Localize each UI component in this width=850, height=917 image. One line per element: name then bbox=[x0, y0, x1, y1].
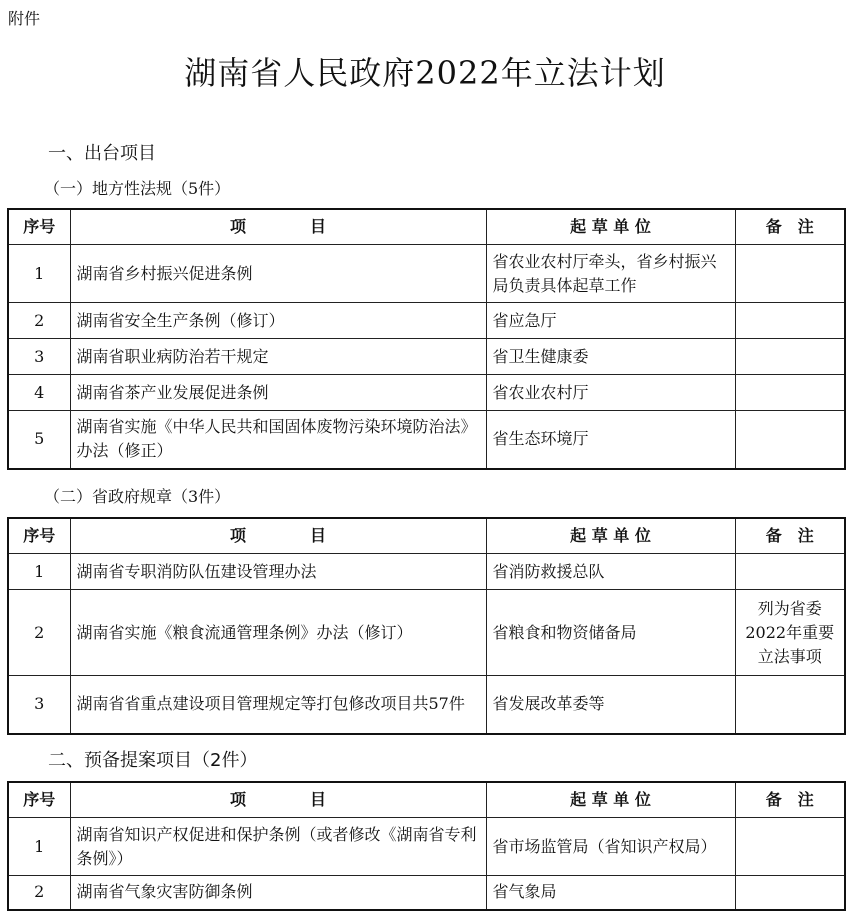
row-no: 3 bbox=[8, 339, 70, 375]
row-note bbox=[735, 818, 845, 876]
header-item: 项 目 bbox=[70, 209, 486, 245]
subsection-heading-1: （一）地方性法规（5件） bbox=[44, 179, 231, 198]
header-note: 备 注 bbox=[735, 518, 845, 554]
table-reserve-proposals bbox=[7, 781, 846, 911]
header-drafter: 起 草 单 位 bbox=[486, 209, 735, 245]
header-note: 备 注 bbox=[735, 782, 845, 818]
row-item: 湖南省气象灾害防御条例 bbox=[70, 876, 486, 910]
row-drafter: 省粮食和物资储备局 bbox=[486, 590, 735, 676]
table-row bbox=[8, 676, 845, 734]
table-government-rules bbox=[7, 517, 846, 735]
table-row bbox=[8, 554, 845, 590]
row-no: 3 bbox=[8, 676, 70, 734]
table-row bbox=[8, 411, 845, 469]
table-row bbox=[8, 876, 845, 910]
section-heading-1: 一、出台项目 bbox=[48, 143, 156, 164]
row-no: 4 bbox=[8, 375, 70, 411]
table-row bbox=[8, 245, 845, 303]
row-drafter: 省应急厅 bbox=[486, 303, 735, 339]
table-header-row bbox=[8, 518, 845, 554]
row-item: 湖南省职业病防治若干规定 bbox=[70, 339, 486, 375]
table-local-regulations bbox=[7, 208, 846, 470]
header-item: 项 目 bbox=[70, 782, 486, 818]
row-note: 列为省委2022年重要立法事项 bbox=[735, 590, 845, 676]
row-note bbox=[735, 676, 845, 734]
row-item: 湖南省省重点建设项目管理规定等打包修改项目共57件 bbox=[70, 676, 486, 734]
row-no: 1 bbox=[8, 245, 70, 303]
row-drafter: 省市场监管局（省知识产权局） bbox=[486, 818, 735, 876]
subsection-heading-2: （二）省政府规章（3件） bbox=[44, 487, 231, 506]
attachment-label: 附件 bbox=[8, 9, 41, 28]
row-item: 湖南省实施《中华人民共和国固体废物污染环境防治法》办法（修正） bbox=[70, 411, 486, 469]
row-drafter: 省农业农村厅 bbox=[486, 375, 735, 411]
row-no: 2 bbox=[8, 303, 70, 339]
table-row bbox=[8, 375, 845, 411]
row-note bbox=[735, 554, 845, 590]
section-heading-2: 二、预备提案项目（2件） bbox=[48, 750, 258, 771]
header-drafter: 起 草 单 位 bbox=[486, 518, 735, 554]
page-title: 湖南省人民政府2022年立法计划 bbox=[184, 54, 666, 92]
row-item: 湖南省乡村振兴促进条例 bbox=[70, 245, 486, 303]
row-item: 湖南省安全生产条例（修订） bbox=[70, 303, 486, 339]
row-no: 5 bbox=[8, 411, 70, 469]
row-note bbox=[735, 339, 845, 375]
header-no: 序号 bbox=[8, 782, 70, 818]
table-header-row bbox=[8, 209, 845, 245]
header-drafter: 起 草 单 位 bbox=[486, 782, 735, 818]
row-note bbox=[735, 411, 845, 469]
row-item: 湖南省实施《粮食流通管理条例》办法（修订） bbox=[70, 590, 486, 676]
table-row bbox=[8, 303, 845, 339]
row-drafter: 省消防救援总队 bbox=[486, 554, 735, 590]
row-drafter: 省气象局 bbox=[486, 876, 735, 910]
table-row bbox=[8, 818, 845, 876]
row-drafter: 省卫生健康委 bbox=[486, 339, 735, 375]
row-drafter: 省农业农村厅牵头，省乡村振兴局负责具体起草工作 bbox=[486, 245, 735, 303]
header-item: 项 目 bbox=[70, 518, 486, 554]
row-note bbox=[735, 303, 845, 339]
row-item: 湖南省茶产业发展促进条例 bbox=[70, 375, 486, 411]
table-row bbox=[8, 590, 845, 676]
row-no: 2 bbox=[8, 876, 70, 910]
table-header-row bbox=[8, 782, 845, 818]
row-drafter: 省发展改革委等 bbox=[486, 676, 735, 734]
row-no: 1 bbox=[8, 818, 70, 876]
header-no: 序号 bbox=[8, 518, 70, 554]
row-no: 1 bbox=[8, 554, 70, 590]
table-row bbox=[8, 339, 845, 375]
row-no: 2 bbox=[8, 590, 70, 676]
row-drafter: 省生态环境厅 bbox=[486, 411, 735, 469]
row-item: 湖南省专职消防队伍建设管理办法 bbox=[70, 554, 486, 590]
row-item: 湖南省知识产权促进和保护条例（或者修改《湖南省专利条例》） bbox=[70, 818, 486, 876]
header-no: 序号 bbox=[8, 209, 70, 245]
row-note bbox=[735, 375, 845, 411]
row-note bbox=[735, 876, 845, 910]
header-note: 备 注 bbox=[735, 209, 845, 245]
row-note bbox=[735, 245, 845, 303]
